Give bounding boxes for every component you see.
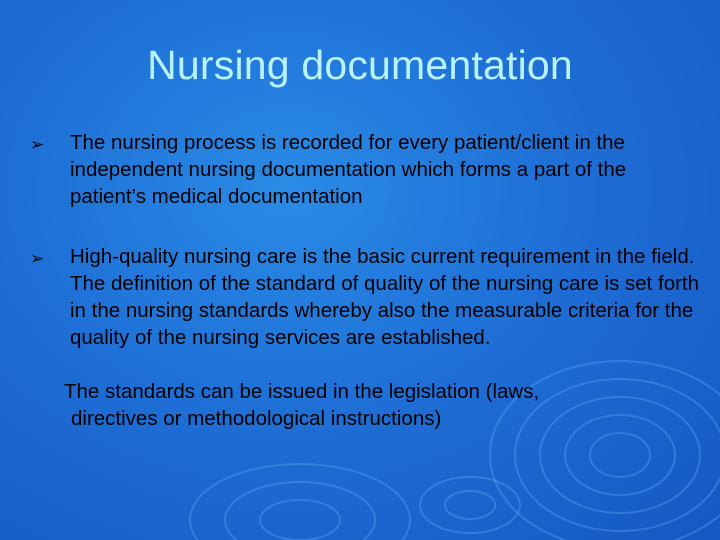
bullet-text-1: The nursing process is recorded for every patient/client in the independent nursing documentation which forms a part of the patient’s medical documentation <box>70 131 627 208</box>
bullet-item-1 <box>30 129 700 210</box>
arrow-bullet-icon: ➢ <box>30 249 45 268</box>
bullet-text-2: High-quality nursing care is the basic current requirement in the field. The definition of the standard of quality of the nursing care is set forth in the nursing standards whereby also the measurable criteria for the quality of the nursing services are established. <box>70 245 700 349</box>
bullet-item-2 <box>30 243 700 351</box>
slide-title: Nursing documentation <box>147 42 573 88</box>
continuation-line-2: directives or methodological instructions) <box>71 407 442 430</box>
continuation-paragraph <box>64 378 704 432</box>
arrow-bullet-icon: ➢ <box>30 135 45 154</box>
continuation-line-1: The standards can be issued in the legislation (laws, <box>64 380 540 403</box>
